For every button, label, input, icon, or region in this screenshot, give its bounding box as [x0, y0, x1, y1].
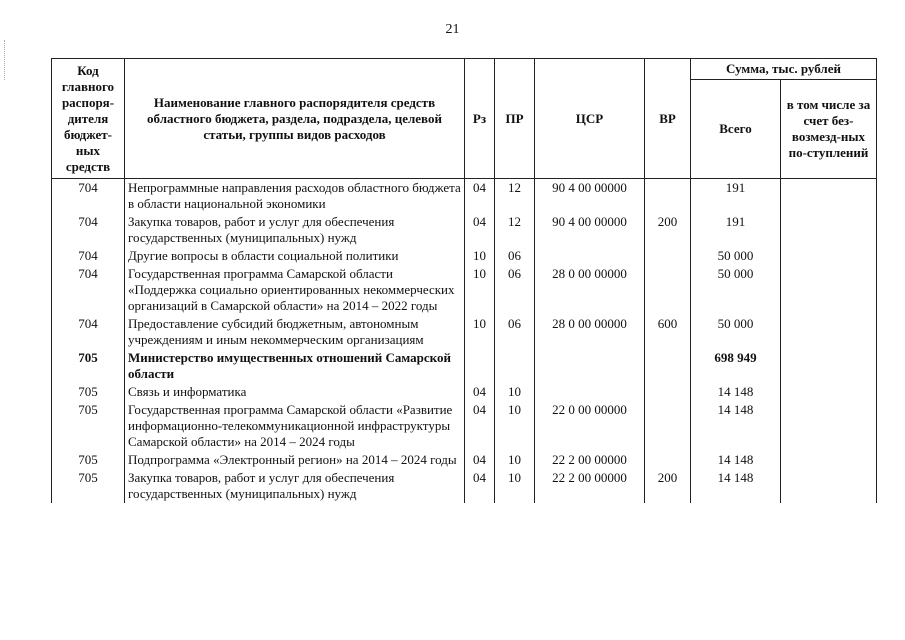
- cell-free: [781, 451, 877, 469]
- cell-vr: [645, 349, 691, 383]
- header-sum: Сумма, тыс. рублей: [691, 59, 877, 80]
- cell-pr: 10: [495, 469, 535, 503]
- budget-table: [51, 58, 877, 503]
- cell-pr: 12: [495, 213, 535, 247]
- table-row: [52, 265, 877, 315]
- cell-code: 704: [52, 265, 125, 315]
- cell-csr: 28 0 00 00000: [535, 265, 645, 315]
- cell-vr: [645, 383, 691, 401]
- cell-vr: [645, 265, 691, 315]
- scan-edge-mark: [4, 40, 6, 80]
- cell-name: Предоставление субсидий бюджетным, автономным учреждениям и иным некоммерческим организациям: [125, 315, 465, 349]
- cell-name: Государственная программа Самарской области «Поддержка социально ориентированных некоммерческих организаций в Самарской области» на 2014 – 2022 годы: [125, 265, 465, 315]
- cell-name: Непрограммные направления расходов областного бюджета в области национальной экономики: [125, 179, 465, 214]
- cell-rz: 04: [465, 401, 495, 451]
- header-name: Наименование главного распорядителя средств областного бюджета, раздела, подраздела, целевой статьи, группы видов расходов: [125, 59, 465, 179]
- cell-csr: [535, 383, 645, 401]
- cell-code: 705: [52, 401, 125, 451]
- cell-pr: 12: [495, 179, 535, 214]
- cell-total: 191: [691, 179, 781, 214]
- cell-total: 14 148: [691, 383, 781, 401]
- cell-vr: 200: [645, 469, 691, 503]
- cell-free: [781, 469, 877, 503]
- cell-code: 704: [52, 179, 125, 214]
- cell-total: 14 148: [691, 469, 781, 503]
- table-row: [52, 383, 877, 401]
- cell-pr: 10: [495, 383, 535, 401]
- cell-rz: 10: [465, 247, 495, 265]
- cell-total: 191: [691, 213, 781, 247]
- cell-rz: 04: [465, 383, 495, 401]
- cell-free: [781, 247, 877, 265]
- cell-pr: [495, 349, 535, 383]
- cell-total: 50 000: [691, 247, 781, 265]
- cell-name: Государственная программа Самарской области «Развитие информационно-телекоммуникационной инфраструктуры Самарской области» на 2014 – 2024 годы: [125, 401, 465, 451]
- cell-csr: [535, 247, 645, 265]
- cell-csr: 28 0 00 00000: [535, 315, 645, 349]
- table-row: [52, 469, 877, 503]
- cell-pr: 06: [495, 315, 535, 349]
- table-row: [52, 349, 877, 383]
- cell-code: 705: [52, 469, 125, 503]
- table-body: [52, 179, 877, 504]
- table-row: [52, 401, 877, 451]
- cell-name: Связь и информатика: [125, 383, 465, 401]
- cell-free: [781, 315, 877, 349]
- cell-rz: 04: [465, 179, 495, 214]
- header-rz: Рз: [465, 59, 495, 179]
- cell-code: 704: [52, 315, 125, 349]
- cell-total: 14 148: [691, 451, 781, 469]
- table-row: [52, 315, 877, 349]
- cell-code: 705: [52, 383, 125, 401]
- cell-vr: 600: [645, 315, 691, 349]
- cell-rz: 10: [465, 265, 495, 315]
- cell-code: 704: [52, 247, 125, 265]
- header-csr: ЦСР: [535, 59, 645, 179]
- table-row: [52, 179, 877, 214]
- cell-free: [781, 401, 877, 451]
- cell-csr: [535, 349, 645, 383]
- cell-name: Закупка товаров, работ и услуг для обеспечения государственных (муниципальных) нужд: [125, 469, 465, 503]
- table-row: [52, 451, 877, 469]
- cell-pr: 10: [495, 451, 535, 469]
- cell-pr: 10: [495, 401, 535, 451]
- cell-total: 50 000: [691, 265, 781, 315]
- cell-free: [781, 349, 877, 383]
- header-vr: ВР: [645, 59, 691, 179]
- cell-csr: 22 0 00 00000: [535, 401, 645, 451]
- cell-free: [781, 179, 877, 214]
- cell-code: 705: [52, 349, 125, 383]
- header-pr: ПР: [495, 59, 535, 179]
- cell-vr: [645, 247, 691, 265]
- cell-csr: 22 2 00 00000: [535, 451, 645, 469]
- cell-rz: 04: [465, 213, 495, 247]
- cell-rz: 04: [465, 469, 495, 503]
- cell-name: Министерство имущественных отношений Самарской области: [125, 349, 465, 383]
- cell-total: 14 148: [691, 401, 781, 451]
- cell-vr: 200: [645, 213, 691, 247]
- header-total: Всего: [691, 80, 781, 179]
- cell-name: Закупка товаров, работ и услуг для обеспечения государственных (муниципальных) нужд: [125, 213, 465, 247]
- header-code: Код главного распоря-дителя бюджет-ных средств: [52, 59, 125, 179]
- cell-csr: 22 2 00 00000: [535, 469, 645, 503]
- cell-code: 704: [52, 213, 125, 247]
- table-row: [52, 213, 877, 247]
- cell-total: 50 000: [691, 315, 781, 349]
- cell-pr: 06: [495, 265, 535, 315]
- cell-rz: 04: [465, 451, 495, 469]
- cell-vr: [645, 451, 691, 469]
- cell-name: Другие вопросы в области социальной политики: [125, 247, 465, 265]
- table-row: [52, 247, 877, 265]
- cell-free: [781, 383, 877, 401]
- cell-total: 698 949: [691, 349, 781, 383]
- cell-free: [781, 213, 877, 247]
- cell-code: 705: [52, 451, 125, 469]
- cell-free: [781, 265, 877, 315]
- cell-rz: 10: [465, 315, 495, 349]
- cell-vr: [645, 179, 691, 214]
- cell-pr: 06: [495, 247, 535, 265]
- cell-rz: [465, 349, 495, 383]
- cell-vr: [645, 401, 691, 451]
- cell-csr: 90 4 00 00000: [535, 179, 645, 214]
- cell-name: Подпрограмма «Электронный регион» на 2014 – 2024 годы: [125, 451, 465, 469]
- page-number: 21: [445, 22, 460, 37]
- header-free: в том числе за счет без-возмезд-ных по-ступлений: [781, 80, 877, 179]
- cell-csr: 90 4 00 00000: [535, 213, 645, 247]
